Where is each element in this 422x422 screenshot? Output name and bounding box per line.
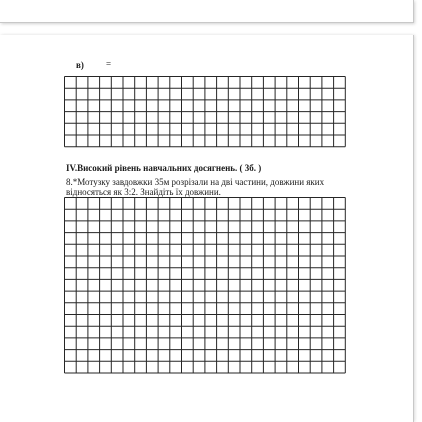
item-label: в): [76, 60, 84, 70]
task-text-line-2: відносяться як 3:2. Знайдіть їх довжини.: [66, 187, 221, 197]
task-text-line-1: 8.*Мотузку завдовжки 35м розрізали на дві частини, довжини яких: [66, 177, 325, 187]
previous-page-edge: [0, 0, 414, 23]
item-equals-sign: =: [106, 59, 112, 69]
answer-grid-bottom: [64, 197, 346, 382]
answer-grid-top: [64, 76, 346, 150]
section-heading: IV.Високий рівень навчальних досягнень. ( 3б. ): [66, 163, 262, 173]
